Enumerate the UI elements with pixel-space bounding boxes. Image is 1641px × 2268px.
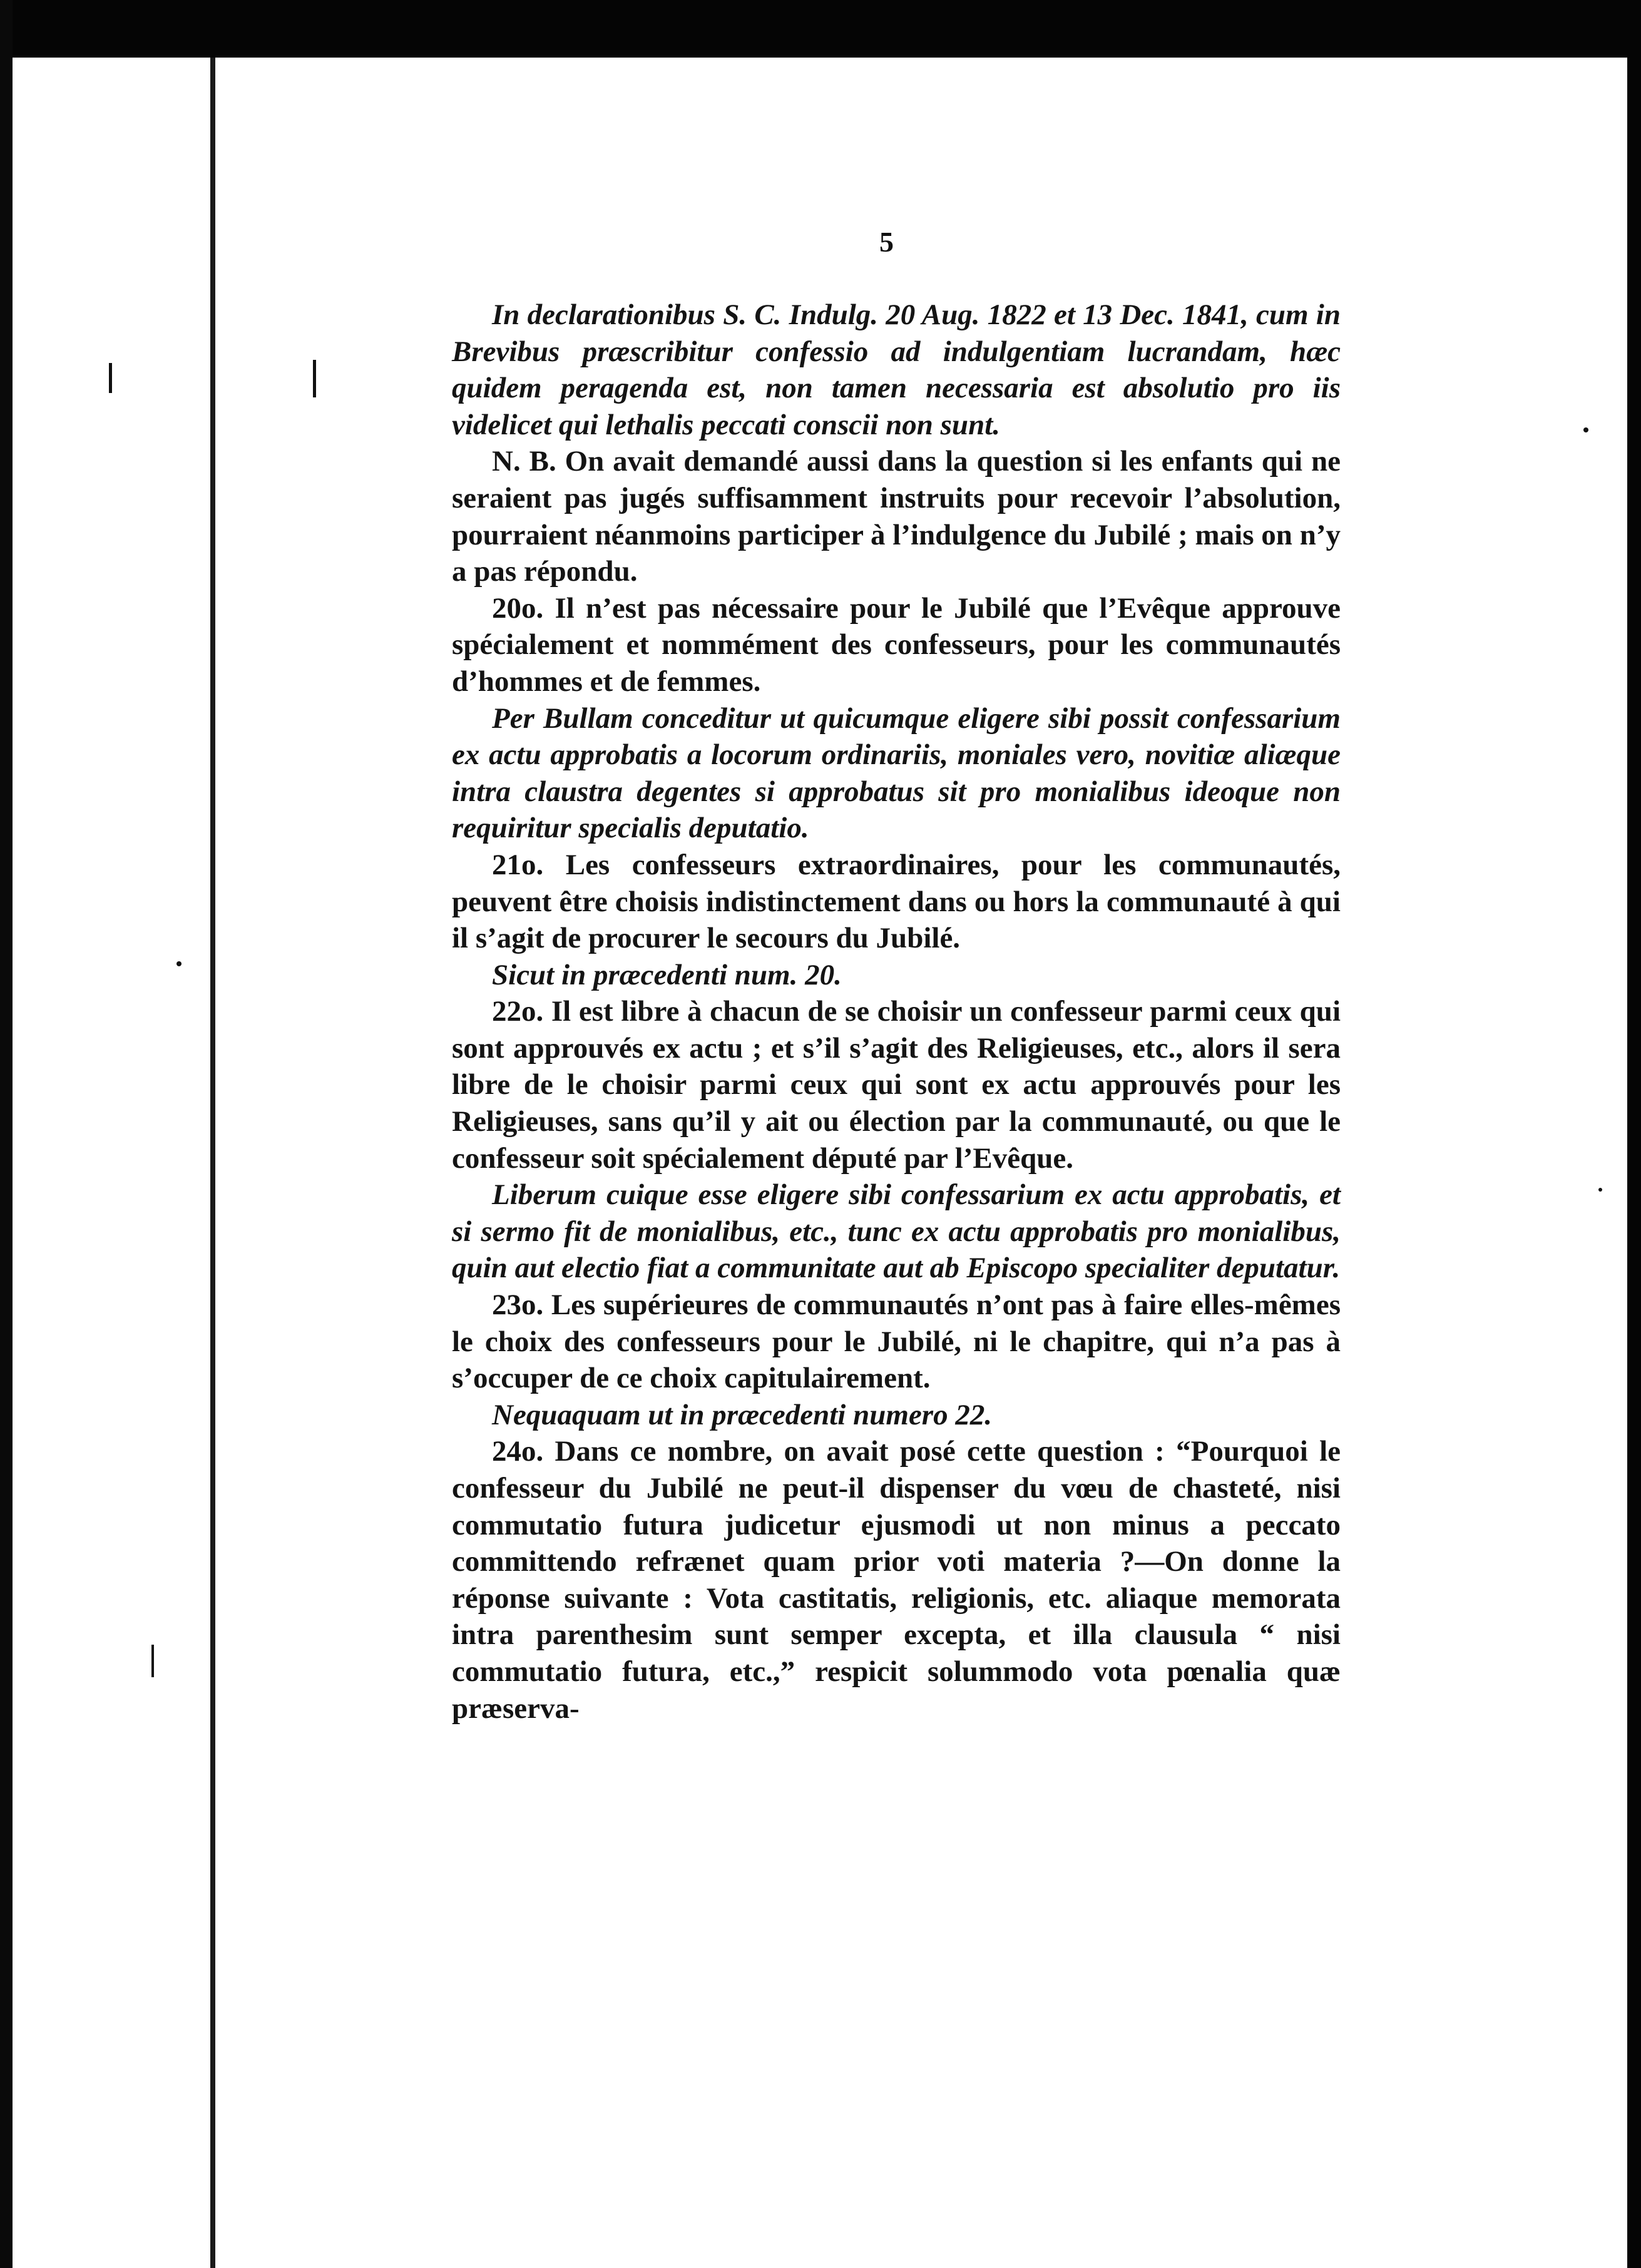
paragraph: 21o. Les confesseurs extraordinaires, pour les communautés, peuvent être choisis indistinctement dans ou hors la communauté à qui il s’agit de procurer le secours du Jubilé. (452, 848, 1341, 955)
scan-top-border (0, 0, 1641, 58)
paragraph: 20o. Il n’est pas nécessaire pour le Jubilé que l’Evêque approuve spécialement et nommément des confesseurs, pour les communautés d’hommes et de femmes. (452, 591, 1341, 698)
paragraph: Liberum cuique esse eligere sibi confessarium ex actu approbatis, et si sermo fit de monialibus, etc., tunc ex actu approbatis pro monialibus, quin aut electio fiat a communitate aut ab Episcopo specialiter deputatur. (452, 1178, 1341, 1285)
paragraph: Per Bullam conceditur ut quicumque eligere sibi possit confessarium ex actu approbatis a locorum ordinariis, moniales vero, novitiæ aliæque intra claustra degentes si approbatus sit pro monialibus ideoque non requiritur specialis deputatio. (452, 702, 1341, 845)
paragraph: Sicut in præcedenti num. 20. (492, 958, 842, 991)
scan-right-border (1627, 0, 1641, 2268)
page-gutter-line (210, 58, 215, 2268)
scan-mark (313, 360, 316, 397)
paragraph: 23o. Les supérieures de communautés n’ont pas à faire elles-mêmes le choix des confesseurs pour le Jubilé, ni le chapitre, qui n’a pas à s’occuper de ce choix capitulairement. (452, 1289, 1341, 1395)
scan-left-border (0, 0, 13, 2268)
scan-speck (176, 961, 181, 966)
paragraph: N. B. On avait demandé aussi dans la question si les enfants qui ne seraient pas jugés suffisamment instruits pour recevoir l’absolution, pourraient néanmoins participer à l’indulgence du Jubilé ; mais on n’y a pas répondu. (452, 445, 1341, 588)
paragraph: Nequaquam ut in præcedenti numero 22. (492, 1398, 993, 1431)
paragraph: In declarationibus S. C. Indulg. 20 Aug. 1822 et 13 Dec. 1841, cum in Brevibus præscribitur confessio ad indulgentiam lucrandam, hæc quidem peragenda est, non tamen necessaria est absolutio pro iis videlicet qui lethalis peccati conscii non sunt. (452, 299, 1341, 441)
scan-mark (151, 1645, 154, 1677)
body-text (452, 297, 1341, 1727)
scan-speck (1598, 1188, 1602, 1192)
paragraph: 22o. Il est libre à chacun de se choisir un confesseur parmi ceux qui sont approuvés ex actu ; et s’il s’agit des Religieuses, etc., alors il sera libre de le choisir parmi ceux qui sont ex actu approuvés pour les Religieuses, sans qu’il y ait ou élection par la communauté, ou que le confesseur soit spécialement député par l’Evêque. (452, 995, 1341, 1175)
scan-mark (109, 363, 112, 393)
page-number: 5 (879, 226, 894, 258)
scan-speck (1583, 427, 1588, 432)
paragraph: 24o. Dans ce nombre, on avait posé cette question : “Pourquoi le confesseur du Jubilé ne peut-il dispenser du vœu de chasteté, nisi commutatio futura judicetur ejusmodi ut non minus a peccato committendo refrænet quam prior voti materia ?—On donne la réponse suivante : Vota castitatis, religionis, etc. aliaque memorata intra parenthesim sunt semper excepta, et illa clausula “ nisi commutatio futura, etc.,” respicit solummodo vota pœnalia quæ præserva- (452, 1435, 1341, 1725)
